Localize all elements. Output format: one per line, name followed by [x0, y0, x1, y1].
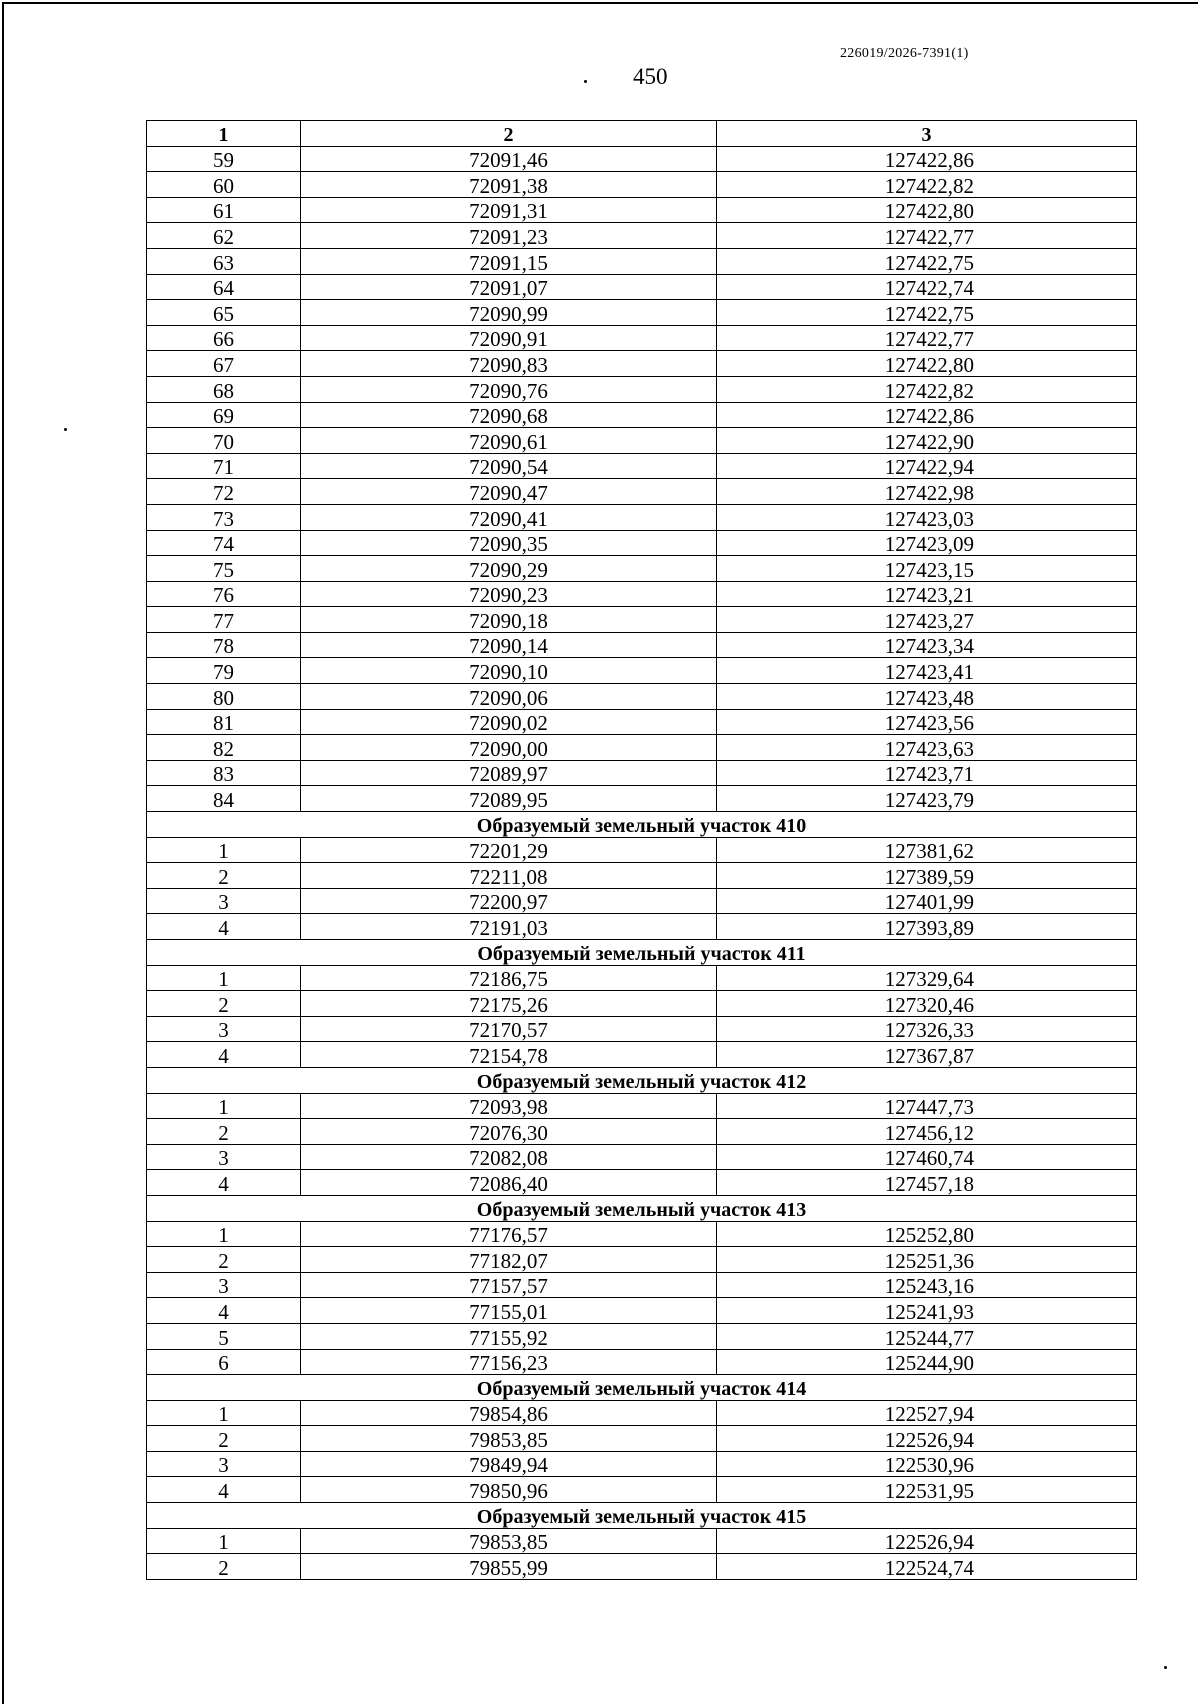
section-title: Образуемый земельный участок 410	[147, 812, 1137, 838]
table-row	[147, 581, 1137, 607]
point-number-cell: 5	[147, 1323, 301, 1349]
x-coordinate-cell: 72086,40	[301, 1170, 717, 1196]
x-coordinate-cell: 77176,57	[301, 1221, 717, 1247]
x-coordinate-cell: 72170,57	[301, 1016, 717, 1042]
y-coordinate-cell: 127447,73	[717, 1093, 1137, 1119]
y-coordinate-cell: 127422,80	[717, 351, 1137, 377]
y-coordinate-cell: 127423,21	[717, 581, 1137, 607]
x-coordinate-cell: 72090,23	[301, 581, 717, 607]
table-row	[147, 223, 1137, 249]
x-coordinate-cell: 72091,07	[301, 274, 717, 300]
point-number-cell: 3	[147, 1272, 301, 1298]
table-row	[147, 453, 1137, 479]
x-coordinate-cell: 72089,95	[301, 786, 717, 812]
y-coordinate-cell: 127422,98	[717, 479, 1137, 505]
y-coordinate-cell: 127422,77	[717, 223, 1137, 249]
y-coordinate-cell: 127326,33	[717, 1016, 1137, 1042]
x-coordinate-cell: 77182,07	[301, 1247, 717, 1273]
section-title: Образуемый земельный участок 411	[147, 940, 1137, 966]
table-row	[147, 632, 1137, 658]
table-row	[147, 1400, 1137, 1426]
y-coordinate-cell: 127423,15	[717, 556, 1137, 582]
x-coordinate-cell: 72091,38	[301, 172, 717, 198]
x-coordinate-cell: 79855,99	[301, 1554, 717, 1580]
point-number-cell: 60	[147, 172, 301, 198]
point-number-cell: 1	[147, 1093, 301, 1119]
y-coordinate-cell: 127423,48	[717, 684, 1137, 710]
y-coordinate-cell: 127423,27	[717, 607, 1137, 633]
point-number-cell: 65	[147, 300, 301, 326]
x-coordinate-cell: 77155,01	[301, 1298, 717, 1324]
point-number-cell: 84	[147, 786, 301, 812]
point-number-cell: 78	[147, 632, 301, 658]
point-number-cell: 68	[147, 376, 301, 402]
x-coordinate-cell: 72082,08	[301, 1144, 717, 1170]
x-coordinate-cell: 72090,29	[301, 556, 717, 582]
y-coordinate-cell: 127422,77	[717, 325, 1137, 351]
point-number-cell: 75	[147, 556, 301, 582]
point-number-cell: 2	[147, 1554, 301, 1580]
section-header-row	[147, 1503, 1137, 1529]
section-title: Образуемый земельный участок 414	[147, 1375, 1137, 1401]
point-number-cell: 1	[147, 1528, 301, 1554]
table-row	[147, 1170, 1137, 1196]
table-row	[147, 376, 1137, 402]
table-row	[147, 197, 1137, 223]
section-title: Образуемый земельный участок 415	[147, 1503, 1137, 1529]
table-row	[147, 684, 1137, 710]
x-coordinate-cell: 79853,85	[301, 1528, 717, 1554]
table-row	[147, 1323, 1137, 1349]
y-coordinate-cell: 122526,94	[717, 1528, 1137, 1554]
section-header-row	[147, 1195, 1137, 1221]
y-coordinate-cell: 122527,94	[717, 1400, 1137, 1426]
table-row	[147, 1451, 1137, 1477]
section-title: Образуемый земельный участок 412	[147, 1067, 1137, 1093]
y-coordinate-cell: 127423,34	[717, 632, 1137, 658]
table-row	[147, 1272, 1137, 1298]
table-row	[147, 1528, 1137, 1554]
y-coordinate-cell: 127329,64	[717, 965, 1137, 991]
point-number-cell: 2	[147, 1247, 301, 1273]
point-number-cell: 4	[147, 1477, 301, 1503]
point-number-cell: 81	[147, 709, 301, 735]
y-coordinate-cell: 127422,75	[717, 248, 1137, 274]
point-number-cell: 72	[147, 479, 301, 505]
y-coordinate-cell: 127423,71	[717, 760, 1137, 786]
table-row	[147, 607, 1137, 633]
point-number-cell: 3	[147, 888, 301, 914]
table-row	[147, 1554, 1137, 1580]
table-row	[147, 351, 1137, 377]
scan-speck	[584, 80, 587, 83]
point-number-cell: 1	[147, 837, 301, 863]
y-coordinate-cell: 127423,09	[717, 530, 1137, 556]
x-coordinate-cell: 72090,47	[301, 479, 717, 505]
y-coordinate-cell: 127460,74	[717, 1144, 1137, 1170]
y-coordinate-cell: 127422,80	[717, 197, 1137, 223]
point-number-cell: 71	[147, 453, 301, 479]
table-row	[147, 1298, 1137, 1324]
table-row	[147, 1016, 1137, 1042]
table-row	[147, 402, 1137, 428]
section-title: Образуемый земельный участок 413	[147, 1195, 1137, 1221]
column-header-y: 3	[717, 121, 1137, 147]
y-coordinate-cell: 127423,03	[717, 504, 1137, 530]
x-coordinate-cell: 72076,30	[301, 1119, 717, 1145]
x-coordinate-cell: 72091,46	[301, 146, 717, 172]
table-row	[147, 1093, 1137, 1119]
document-id: 226019/2026-7391(1)	[840, 46, 969, 61]
x-coordinate-cell: 72091,31	[301, 197, 717, 223]
x-coordinate-cell: 72089,97	[301, 760, 717, 786]
y-coordinate-cell: 125244,90	[717, 1349, 1137, 1375]
x-coordinate-cell: 72090,99	[301, 300, 717, 326]
y-coordinate-cell: 125244,77	[717, 1323, 1137, 1349]
y-coordinate-cell: 125243,16	[717, 1272, 1137, 1298]
y-coordinate-cell: 127423,56	[717, 709, 1137, 735]
y-coordinate-cell: 127422,90	[717, 428, 1137, 454]
table-row	[147, 1042, 1137, 1068]
table-row	[147, 991, 1137, 1017]
x-coordinate-cell: 72090,06	[301, 684, 717, 710]
y-coordinate-cell: 127320,46	[717, 991, 1137, 1017]
y-coordinate-cell: 122530,96	[717, 1451, 1137, 1477]
x-coordinate-cell: 72090,14	[301, 632, 717, 658]
point-number-cell: 66	[147, 325, 301, 351]
table-row	[147, 479, 1137, 505]
table-row	[147, 1349, 1137, 1375]
point-number-cell: 74	[147, 530, 301, 556]
point-number-cell: 82	[147, 735, 301, 761]
x-coordinate-cell: 79849,94	[301, 1451, 717, 1477]
y-coordinate-cell: 127393,89	[717, 914, 1137, 940]
y-coordinate-cell: 127423,41	[717, 658, 1137, 684]
x-coordinate-cell: 72175,26	[301, 991, 717, 1017]
point-number-cell: 4	[147, 1170, 301, 1196]
point-number-cell: 67	[147, 351, 301, 377]
point-number-cell: 69	[147, 402, 301, 428]
y-coordinate-cell: 127456,12	[717, 1119, 1137, 1145]
table-row	[147, 146, 1137, 172]
table-row	[147, 1426, 1137, 1452]
point-number-cell: 1	[147, 965, 301, 991]
x-coordinate-cell: 72154,78	[301, 1042, 717, 1068]
y-coordinate-cell: 125251,36	[717, 1247, 1137, 1273]
y-coordinate-cell: 127422,82	[717, 376, 1137, 402]
table-row	[147, 556, 1137, 582]
y-coordinate-cell: 127381,62	[717, 837, 1137, 863]
x-coordinate-cell: 72211,08	[301, 863, 717, 889]
y-coordinate-cell: 127422,94	[717, 453, 1137, 479]
x-coordinate-cell: 72090,83	[301, 351, 717, 377]
x-coordinate-cell: 72201,29	[301, 837, 717, 863]
table-row	[147, 248, 1137, 274]
column-header-point: 1	[147, 121, 301, 147]
y-coordinate-cell: 122526,94	[717, 1426, 1137, 1452]
y-coordinate-cell: 127401,99	[717, 888, 1137, 914]
x-coordinate-cell: 72200,97	[301, 888, 717, 914]
point-number-cell: 3	[147, 1451, 301, 1477]
scan-speck	[64, 428, 67, 431]
table-row	[147, 965, 1137, 991]
table-row	[147, 658, 1137, 684]
table-row	[147, 837, 1137, 863]
point-number-cell: 1	[147, 1221, 301, 1247]
table-row	[147, 888, 1137, 914]
x-coordinate-cell: 72090,76	[301, 376, 717, 402]
table-row	[147, 172, 1137, 198]
x-coordinate-cell: 72090,35	[301, 530, 717, 556]
point-number-cell: 80	[147, 684, 301, 710]
table-row	[147, 1119, 1137, 1145]
table-row	[147, 428, 1137, 454]
table-row	[147, 325, 1137, 351]
page-number: 450	[633, 64, 668, 89]
x-coordinate-cell: 72090,54	[301, 453, 717, 479]
point-number-cell: 59	[147, 146, 301, 172]
point-number-cell: 73	[147, 504, 301, 530]
y-coordinate-cell: 127422,82	[717, 172, 1137, 198]
x-coordinate-cell: 72090,10	[301, 658, 717, 684]
point-number-cell: 64	[147, 274, 301, 300]
point-number-cell: 63	[147, 248, 301, 274]
x-coordinate-cell: 72191,03	[301, 914, 717, 940]
table-row	[147, 760, 1137, 786]
section-header-row	[147, 1375, 1137, 1401]
table-row	[147, 914, 1137, 940]
x-coordinate-cell: 77157,57	[301, 1272, 717, 1298]
table-row	[147, 1221, 1137, 1247]
table-row	[147, 504, 1137, 530]
x-coordinate-cell: 79853,85	[301, 1426, 717, 1452]
point-number-cell: 4	[147, 1042, 301, 1068]
coordinates-table	[146, 120, 1137, 1580]
table-body	[147, 146, 1137, 1579]
table-row	[147, 1247, 1137, 1273]
x-coordinate-cell: 72090,18	[301, 607, 717, 633]
point-number-cell: 79	[147, 658, 301, 684]
table-row	[147, 1477, 1137, 1503]
point-number-cell: 4	[147, 1298, 301, 1324]
y-coordinate-cell: 127423,79	[717, 786, 1137, 812]
table-row	[147, 709, 1137, 735]
y-coordinate-cell: 127422,86	[717, 146, 1137, 172]
point-number-cell: 77	[147, 607, 301, 633]
y-coordinate-cell: 125252,80	[717, 1221, 1137, 1247]
section-header-row	[147, 812, 1137, 838]
x-coordinate-cell: 72090,68	[301, 402, 717, 428]
point-number-cell: 6	[147, 1349, 301, 1375]
table-header-row	[147, 121, 1137, 147]
x-coordinate-cell: 72090,91	[301, 325, 717, 351]
table-row	[147, 1144, 1137, 1170]
y-coordinate-cell: 122531,95	[717, 1477, 1137, 1503]
x-coordinate-cell: 72090,41	[301, 504, 717, 530]
x-coordinate-cell: 72093,98	[301, 1093, 717, 1119]
x-coordinate-cell: 72090,02	[301, 709, 717, 735]
x-coordinate-cell: 72090,61	[301, 428, 717, 454]
scan-speck	[1164, 1666, 1167, 1669]
table-row	[147, 786, 1137, 812]
point-number-cell: 2	[147, 1119, 301, 1145]
y-coordinate-cell: 127423,63	[717, 735, 1137, 761]
point-number-cell: 3	[147, 1016, 301, 1042]
y-coordinate-cell: 125241,93	[717, 1298, 1137, 1324]
x-coordinate-cell: 77156,23	[301, 1349, 717, 1375]
y-coordinate-cell: 127422,74	[717, 274, 1137, 300]
point-number-cell: 76	[147, 581, 301, 607]
point-number-cell: 2	[147, 1426, 301, 1452]
y-coordinate-cell: 127457,18	[717, 1170, 1137, 1196]
y-coordinate-cell: 127367,87	[717, 1042, 1137, 1068]
table-row	[147, 530, 1137, 556]
point-number-cell: 1	[147, 1400, 301, 1426]
x-coordinate-cell: 72091,15	[301, 248, 717, 274]
point-number-cell: 3	[147, 1144, 301, 1170]
x-coordinate-cell: 79850,96	[301, 1477, 717, 1503]
point-number-cell: 61	[147, 197, 301, 223]
y-coordinate-cell: 127422,86	[717, 402, 1137, 428]
y-coordinate-cell: 127422,75	[717, 300, 1137, 326]
point-number-cell: 2	[147, 863, 301, 889]
y-coordinate-cell: 122524,74	[717, 1554, 1137, 1580]
column-header-x: 2	[301, 121, 717, 147]
point-number-cell: 2	[147, 991, 301, 1017]
table-row	[147, 863, 1137, 889]
point-number-cell: 4	[147, 914, 301, 940]
table-row	[147, 735, 1137, 761]
x-coordinate-cell: 72090,00	[301, 735, 717, 761]
section-header-row	[147, 940, 1137, 966]
point-number-cell: 83	[147, 760, 301, 786]
x-coordinate-cell: 72091,23	[301, 223, 717, 249]
x-coordinate-cell: 79854,86	[301, 1400, 717, 1426]
section-header-row	[147, 1067, 1137, 1093]
x-coordinate-cell: 77155,92	[301, 1323, 717, 1349]
table-row	[147, 300, 1137, 326]
point-number-cell: 70	[147, 428, 301, 454]
x-coordinate-cell: 72186,75	[301, 965, 717, 991]
table-row	[147, 274, 1137, 300]
point-number-cell: 62	[147, 223, 301, 249]
y-coordinate-cell: 127389,59	[717, 863, 1137, 889]
